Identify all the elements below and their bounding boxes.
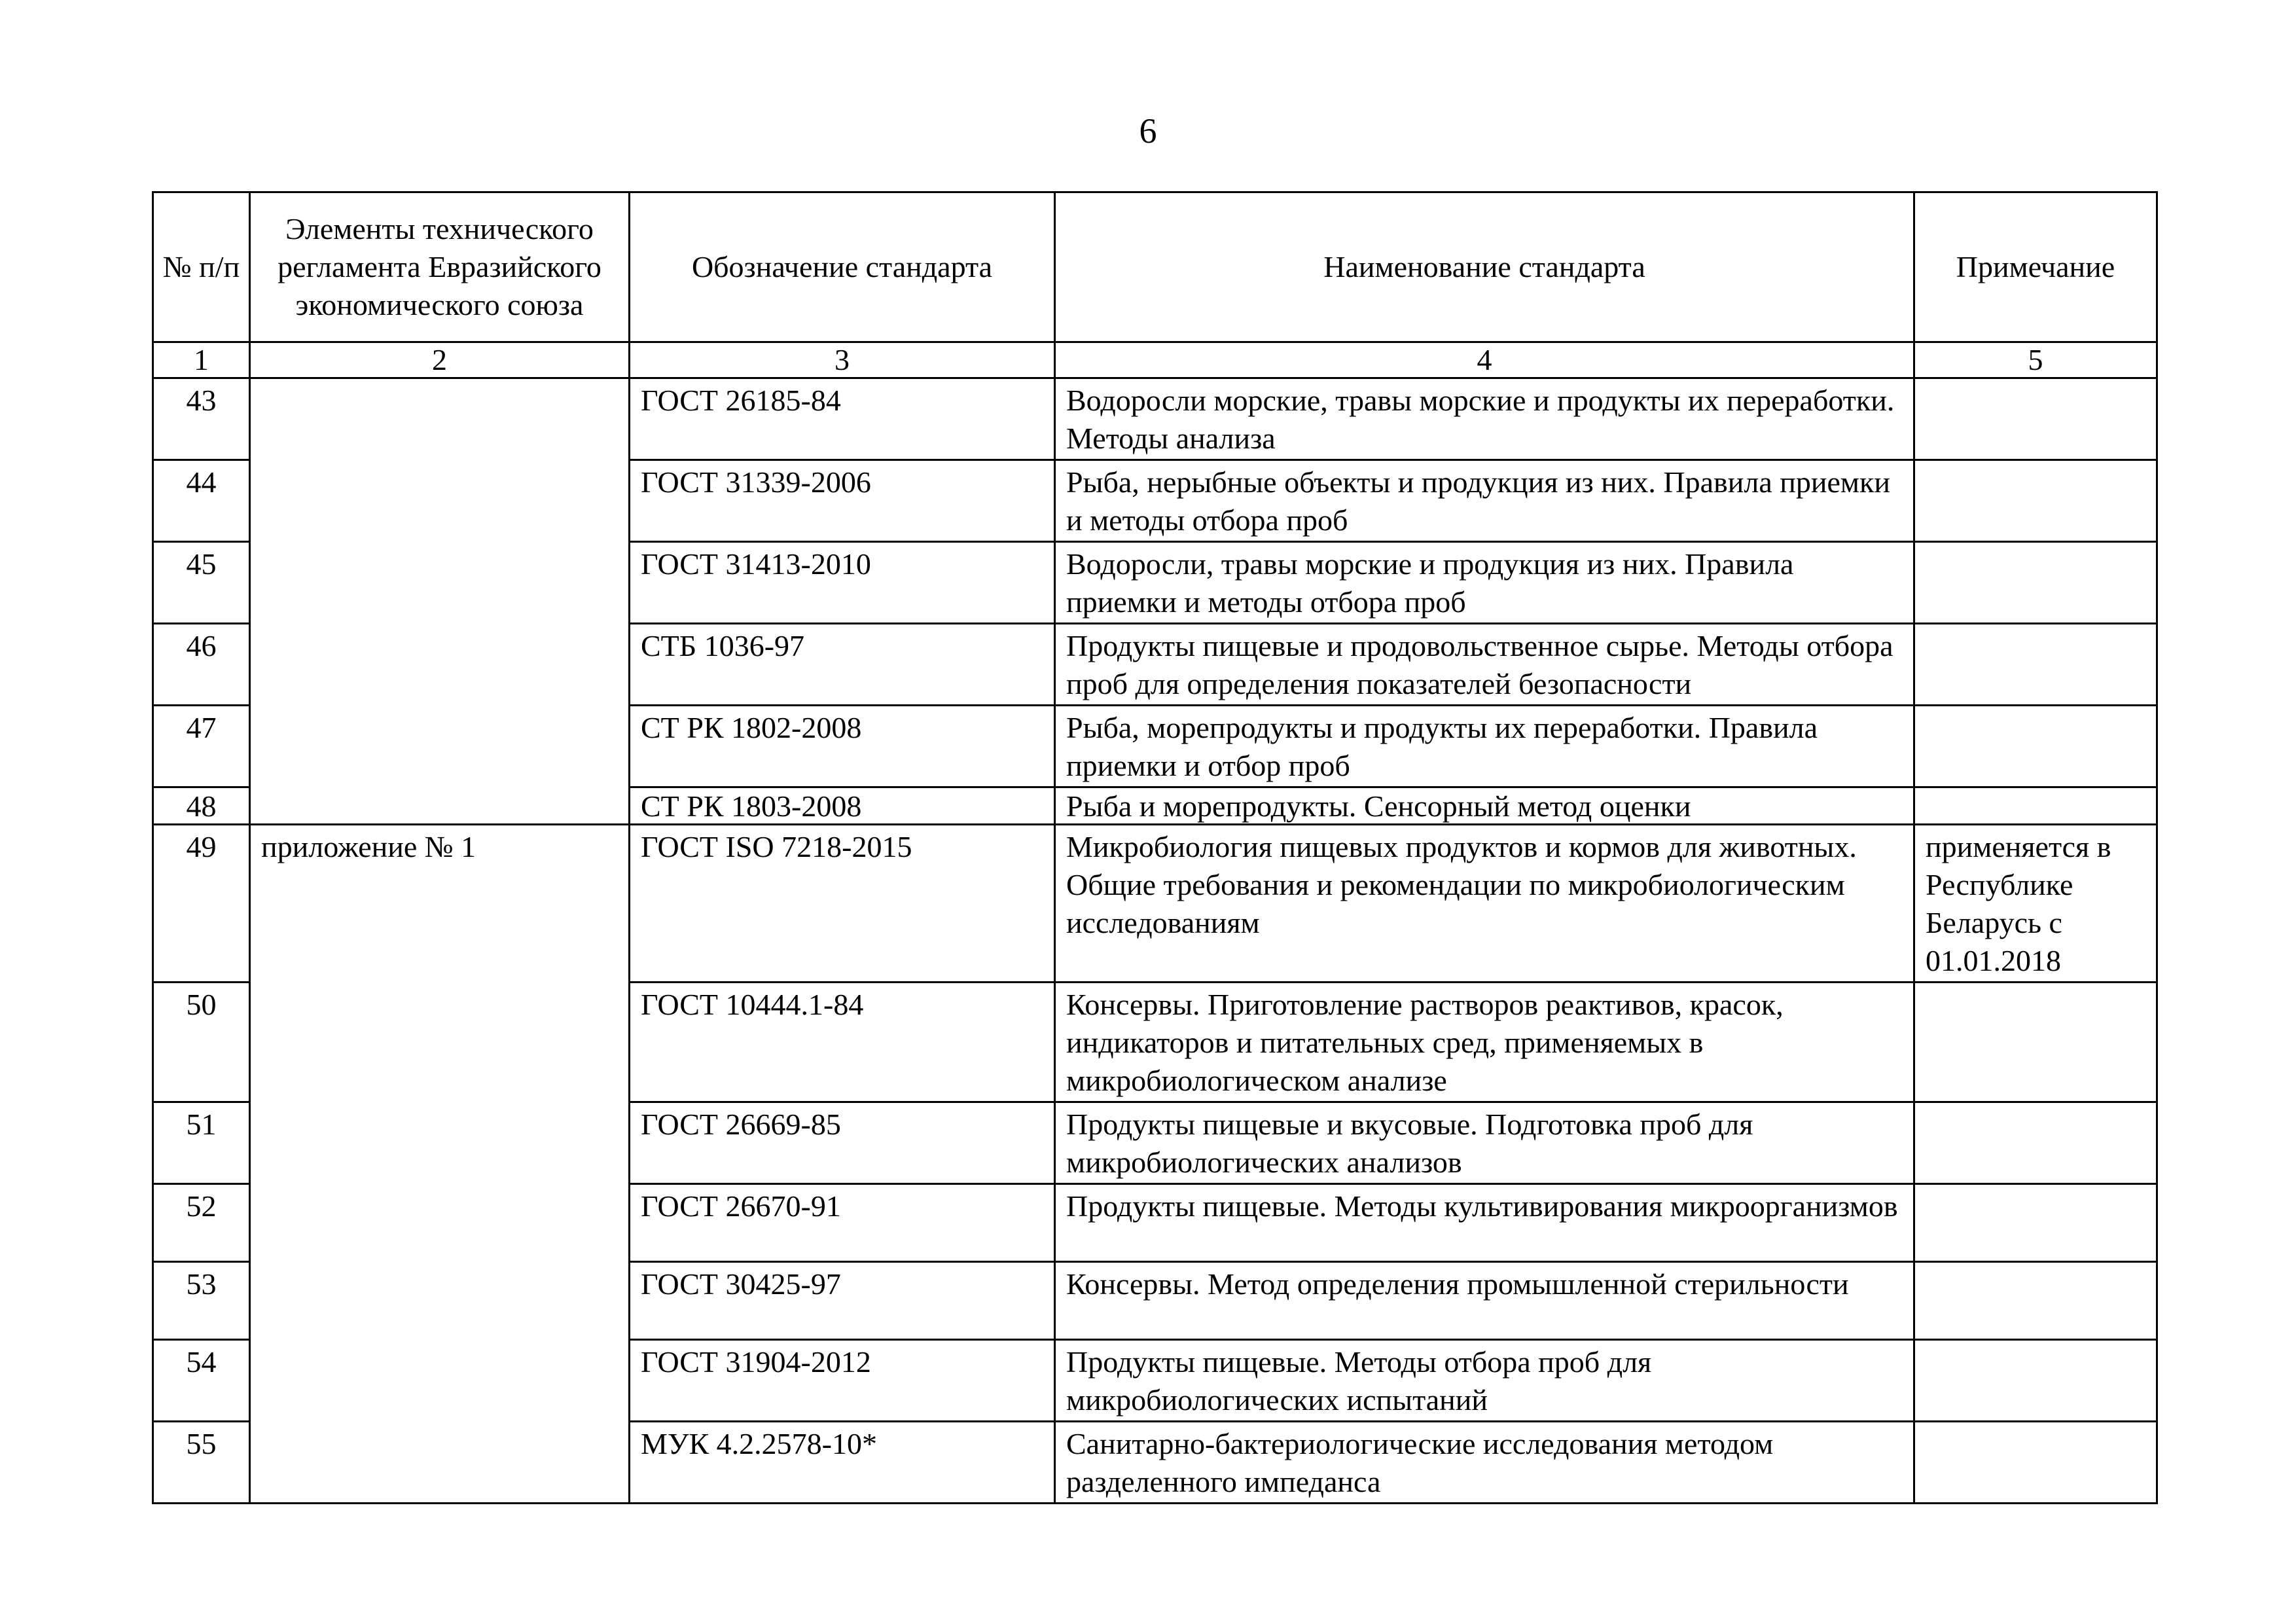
- column-number: 5: [1914, 342, 2157, 378]
- standard-note: [1914, 624, 2157, 706]
- standard-name: Рыба, нерыбные объекты и продукция из них. Правила приемки и методы отбора проб: [1055, 460, 1914, 542]
- column-number-row: [153, 342, 2157, 378]
- row-number: 47: [153, 706, 250, 787]
- standard-code: ГОСТ 31904-2012: [630, 1340, 1055, 1422]
- standard-name: Консервы. Приготовление растворов реактивов, красок, индикаторов и питательных сред, применяемых в микробиологическом анализе: [1055, 983, 1914, 1102]
- header-designation: Обозначение стандарта: [630, 192, 1055, 342]
- standard-name: Рыба, морепродукты и продукты их переработки. Правила приемки и отбор проб: [1055, 706, 1914, 787]
- standard-code: ГОСТ 31339-2006: [630, 460, 1055, 542]
- standard-code: ГОСТ 26670-91: [630, 1184, 1055, 1262]
- row-number: 46: [153, 624, 250, 706]
- standard-code: ГОСТ 26185-84: [630, 378, 1055, 460]
- header-row: [153, 192, 2157, 342]
- standard-note: [1914, 1262, 2157, 1340]
- column-number: 1: [153, 342, 250, 378]
- header-elements: Элементы технического регламента Евразийского экономического союза: [250, 192, 630, 342]
- standard-note: применяется в Республике Беларусь с 01.01.2018: [1914, 825, 2157, 983]
- standard-code: МУК 4.2.2578-10*: [630, 1422, 1055, 1504]
- row-number: 45: [153, 542, 250, 624]
- row-elements-cell: [250, 378, 630, 825]
- standard-note: [1914, 1340, 2157, 1422]
- standard-note: [1914, 378, 2157, 460]
- row-elements-cell: приложение № 1: [250, 825, 630, 1504]
- row-number: 49: [153, 825, 250, 983]
- column-number: 3: [630, 342, 1055, 378]
- header-note: Примечание: [1914, 192, 2157, 342]
- table-row: [153, 378, 2157, 460]
- standard-name: Продукты пищевые. Методы отбора проб для микробиологических испытаний: [1055, 1340, 1914, 1422]
- header-num: № п/п: [153, 192, 250, 342]
- standard-note: [1914, 460, 2157, 542]
- standard-note: [1914, 787, 2157, 825]
- standard-note: [1914, 706, 2157, 787]
- standard-name: Водоросли, травы морские и продукция из них. Правила приемки и методы отбора проб: [1055, 542, 1914, 624]
- standard-name: Водоросли морские, травы морские и продукты их переработки. Методы анализа: [1055, 378, 1914, 460]
- standard-note: [1914, 1184, 2157, 1262]
- standard-name: Продукты пищевые. Методы культивирования микроорганизмов: [1055, 1184, 1914, 1262]
- standards-table: [152, 191, 2158, 1504]
- header-name: Наименование стандарта: [1055, 192, 1914, 342]
- standard-note: [1914, 542, 2157, 624]
- column-number: 4: [1055, 342, 1914, 378]
- standard-code: ГОСТ ISO 7218-2015: [630, 825, 1055, 983]
- standard-name: Консервы. Метод определения промышленной стерильности: [1055, 1262, 1914, 1340]
- row-number: 48: [153, 787, 250, 825]
- table-row: [153, 825, 2157, 983]
- column-number: 2: [250, 342, 630, 378]
- row-number: 44: [153, 460, 250, 542]
- row-number: 54: [153, 1340, 250, 1422]
- standard-code: СТ РК 1803-2008: [630, 787, 1055, 825]
- standard-name: Продукты пищевые и вкусовые. Подготовка проб для микробиологических анализов: [1055, 1102, 1914, 1184]
- standard-note: [1914, 1102, 2157, 1184]
- row-number: 53: [153, 1262, 250, 1340]
- standard-note: [1914, 1422, 2157, 1504]
- standard-code: СТБ 1036-97: [630, 624, 1055, 706]
- standard-name: Санитарно-бактериологические исследования методом разделенного импеданса: [1055, 1422, 1914, 1504]
- standard-note: [1914, 983, 2157, 1102]
- page-number: 6: [1139, 111, 1157, 151]
- standard-name: Микробиология пищевых продуктов и кормов для животных. Общие требования и рекомендации по микробиологическим исследованиям: [1055, 825, 1914, 983]
- standard-code: СТ РК 1802-2008: [630, 706, 1055, 787]
- standard-code: ГОСТ 30425-97: [630, 1262, 1055, 1340]
- standard-code: ГОСТ 10444.1-84: [630, 983, 1055, 1102]
- row-number: 55: [153, 1422, 250, 1504]
- standard-code: ГОСТ 31413-2010: [630, 542, 1055, 624]
- row-number: 51: [153, 1102, 250, 1184]
- row-number: 43: [153, 378, 250, 460]
- standard-name: Продукты пищевые и продовольственное сырье. Методы отбора проб для определения показателей безопасности: [1055, 624, 1914, 706]
- row-number: 52: [153, 1184, 250, 1262]
- standard-name: Рыба и морепродукты. Сенсорный метод оценки: [1055, 787, 1914, 825]
- row-number: 50: [153, 983, 250, 1102]
- standard-code: ГОСТ 26669-85: [630, 1102, 1055, 1184]
